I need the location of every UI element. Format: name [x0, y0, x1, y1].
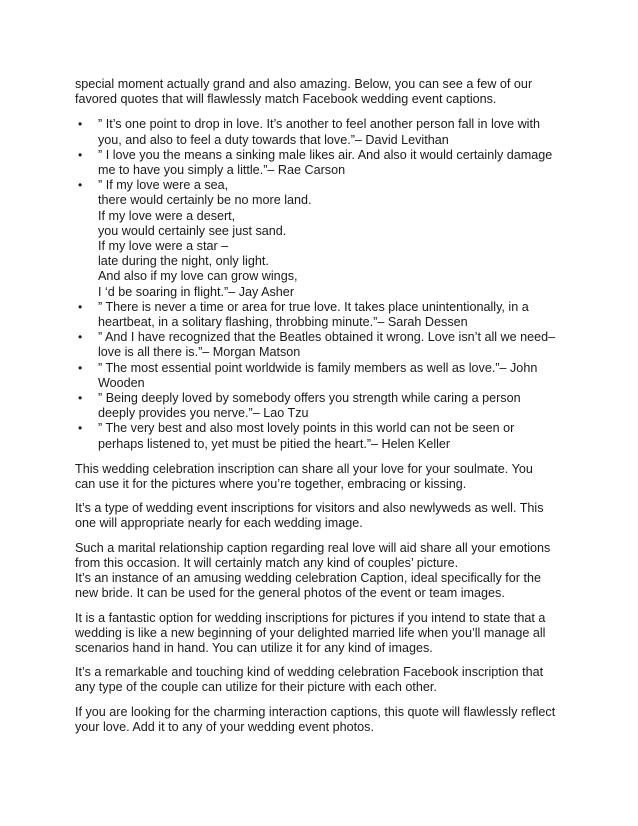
body-paragraph [75, 705, 563, 735]
document-page [75, 77, 563, 744]
paragraph-line: It’s a remarkable and touching kind of wedding celebration Facebook inscription that [75, 665, 544, 680]
quote-line: ” If my love were a sea, [98, 178, 229, 193]
quotes-list [75, 117, 563, 451]
body-paragraph [75, 462, 563, 492]
quote-line: ” The most essential point worldwide is family members as well as love.”– John [98, 360, 538, 375]
quote-item [75, 300, 563, 330]
bullet-icon: • [78, 117, 83, 132]
quote-line: ” I love you the means a sinking male likes air. And also it would certainly damage [98, 147, 553, 162]
paragraph-line: It’s an instance of an amusing wedding celebration Caption, ideal specifically for the [75, 571, 542, 586]
quote-line: there would certainly be no more land. [98, 193, 312, 208]
paragraph-line: from this occasion. It will certainly match any kind of couples’ picture. [75, 555, 459, 570]
body-paragraph [75, 541, 563, 602]
quote-item [75, 148, 563, 178]
quote-line: perhaps listened to, yet must be pitied the heart.”– Helen Keller [98, 436, 451, 451]
quote-line: I ‘d be soaring in flight.”– Jay Asher [98, 284, 295, 299]
quote-line: If my love were a desert, [98, 208, 236, 223]
quote-line: Wooden [98, 375, 145, 390]
quote-line: ” It’s one point to drop in love. It’s another to feel another person fall in love with [98, 117, 540, 132]
paragraph-line: your love. Add it to any of your wedding event photos. [75, 719, 374, 734]
quote-line: ” The very best and also most lovely points in this world can not be seen or [98, 421, 515, 436]
quote-line: deeply provides you nerve.”– Lao Tzu [98, 406, 309, 421]
quote-line: heartbeat, in a solitary flashing, throbbing minute.”– Sarah Dessen [98, 315, 468, 330]
intro-paragraph [75, 77, 563, 107]
intro-line: favored quotes that will flawlessly match Facebook wedding event captions. [75, 92, 497, 107]
quote-item [75, 178, 563, 300]
intro-line: special moment actually grand and also amazing. Below, you can see a few of our [75, 77, 533, 91]
paragraph-line: can use it for the pictures where you’re together, embracing or kissing. [75, 477, 467, 492]
paragraph-line: wedding is like a new beginning of your delighted married life when you’ll manage all [75, 625, 546, 640]
paragraph-line: Such a marital relationship caption regarding real love will aid share all your emotions [75, 540, 551, 555]
paragraph-line: If you are looking for the charming interaction captions, this quote will flawlessly reflect [75, 704, 556, 719]
quote-line: And also if my love can grow wings, [98, 269, 298, 284]
quote-line: If my love were a star – [98, 239, 229, 254]
bullet-icon: • [78, 391, 83, 406]
paragraph-line: It is a fantastic option for wedding inscriptions for pictures if you intend to state that a [75, 610, 546, 625]
quote-line: you would certainly see just sand. [98, 223, 287, 238]
bullet-icon: • [78, 330, 83, 345]
paragraph-line: any type of the couple can utilize for their picture with each other. [75, 680, 437, 695]
paragraph-line: new bride. It can be used for the general photos of the event or team images. [75, 586, 505, 601]
quote-item [75, 117, 563, 147]
body-paragraph [75, 665, 563, 695]
bullet-icon: • [78, 299, 83, 314]
quote-item [75, 391, 563, 421]
paragraph-line: This wedding celebration inscription can share all your love for your soulmate. You [75, 461, 533, 476]
bullet-icon: • [78, 178, 83, 193]
quote-line: late during the night, only light. [98, 254, 269, 269]
quote-item [75, 361, 563, 391]
bullet-icon: • [78, 147, 83, 162]
paragraph-line: scenarios hand in hand. You can utilize it for any kind of images. [75, 640, 433, 655]
quote-line: ” There is never a time or area for true love. It takes place unintentionally, in a [98, 299, 529, 314]
quote-line: me to have you simply a little.”– Rae Carson [98, 163, 346, 178]
bullet-icon: • [78, 421, 83, 436]
quote-line: love is all there is.”– Morgan Matson [98, 345, 301, 360]
quote-line: you, and also to feel a duty towards that love.”– David Levithan [98, 132, 449, 147]
quote-line: ” And I have recognized that the Beatles obtained it wrong. Love isn’t all we need– [98, 330, 556, 345]
quote-item [75, 421, 563, 451]
quote-item [75, 330, 563, 360]
paragraph-line: one will appropriate nearly for each wedding image. [75, 516, 363, 531]
body-paragraph [75, 611, 563, 657]
paragraph-line: It’s a type of wedding event inscriptions for visitors and also newlyweds as well. This [75, 501, 544, 516]
quote-line: ” Being deeply loved by somebody offers you strength while caring a person [98, 391, 521, 406]
bullet-icon: • [78, 360, 83, 375]
body-paragraph [75, 501, 563, 531]
